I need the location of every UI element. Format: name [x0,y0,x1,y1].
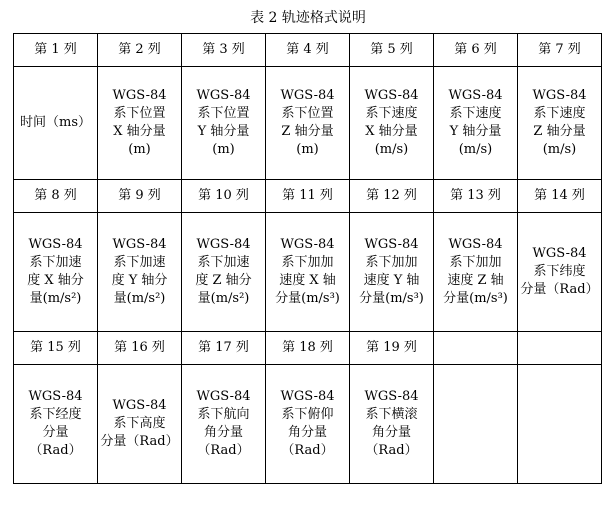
column-description: WGS-84 系下加速 度 Z 轴分 量(m/s²) [182,213,266,332]
column-description: WGS-84 系下速度 Z 轴分量 (m/s) [518,67,602,180]
description-row [14,67,602,180]
column-header: 第 18 列 [266,332,350,365]
column-header: 第 6 列 [434,34,518,67]
column-header: 第 15 列 [14,332,98,365]
column-description: WGS-84 系下经度 分量 （Rad） [14,365,98,484]
column-header: 第 13 列 [434,180,518,213]
column-header: 第 7 列 [518,34,602,67]
column-description: WGS-84 系下速度 X 轴分量 (m/s) [350,67,434,180]
column-header: 第 9 列 [98,180,182,213]
description-row [14,365,602,484]
empty-cell [518,332,602,365]
column-header: 第 11 列 [266,180,350,213]
column-header: 第 8 列 [14,180,98,213]
column-header: 第 2 列 [98,34,182,67]
column-description: WGS-84 系下加加 速度 X 轴 分量(m/s³) [266,213,350,332]
column-header: 第 10 列 [182,180,266,213]
table-caption: 表 2 轨迹格式说明 [250,10,366,26]
column-header: 第 17 列 [182,332,266,365]
column-description: WGS-84 系下速度 Y 轴分量 (m/s) [434,67,518,180]
column-header: 第 12 列 [350,180,434,213]
header-row [14,34,602,67]
column-description: WGS-84 系下位置 Z 轴分量 (m) [266,67,350,180]
empty-cell [434,332,518,365]
column-description: WGS-84 系下纬度 分量（Rad） [518,213,602,332]
column-description: WGS-84 系下加速 度 X 轴分 量(m/s²) [14,213,98,332]
column-description: WGS-84 系下横滚 角分量 （Rad） [350,365,434,484]
header-row [14,180,602,213]
column-header: 第 16 列 [98,332,182,365]
column-description: WGS-84 系下位置 X 轴分量 (m) [98,67,182,180]
column-description: WGS-84 系下航向 角分量 （Rad） [182,365,266,484]
column-description: 时间（ms） [14,67,98,180]
empty-cell [434,365,518,484]
column-header: 第 1 列 [14,34,98,67]
column-header: 第 14 列 [518,180,602,213]
description-row [14,213,602,332]
empty-cell [518,365,602,484]
column-description: WGS-84 系下加加 速度 Y 轴 分量(m/s³) [350,213,434,332]
trajectory-format-table [13,33,602,484]
column-description: WGS-84 系下加加 速度 Z 轴 分量(m/s³) [434,213,518,332]
column-header: 第 4 列 [266,34,350,67]
column-description: WGS-84 系下俯仰 角分量 （Rad） [266,365,350,484]
column-description: WGS-84 系下位置 Y 轴分量 (m) [182,67,266,180]
column-header: 第 5 列 [350,34,434,67]
column-description: WGS-84 系下加速 度 Y 轴分 量(m/s²) [98,213,182,332]
column-description: WGS-84 系下高度 分量（Rad） [98,365,182,484]
column-header: 第 3 列 [182,34,266,67]
column-header: 第 19 列 [350,332,434,365]
header-row [14,332,602,365]
